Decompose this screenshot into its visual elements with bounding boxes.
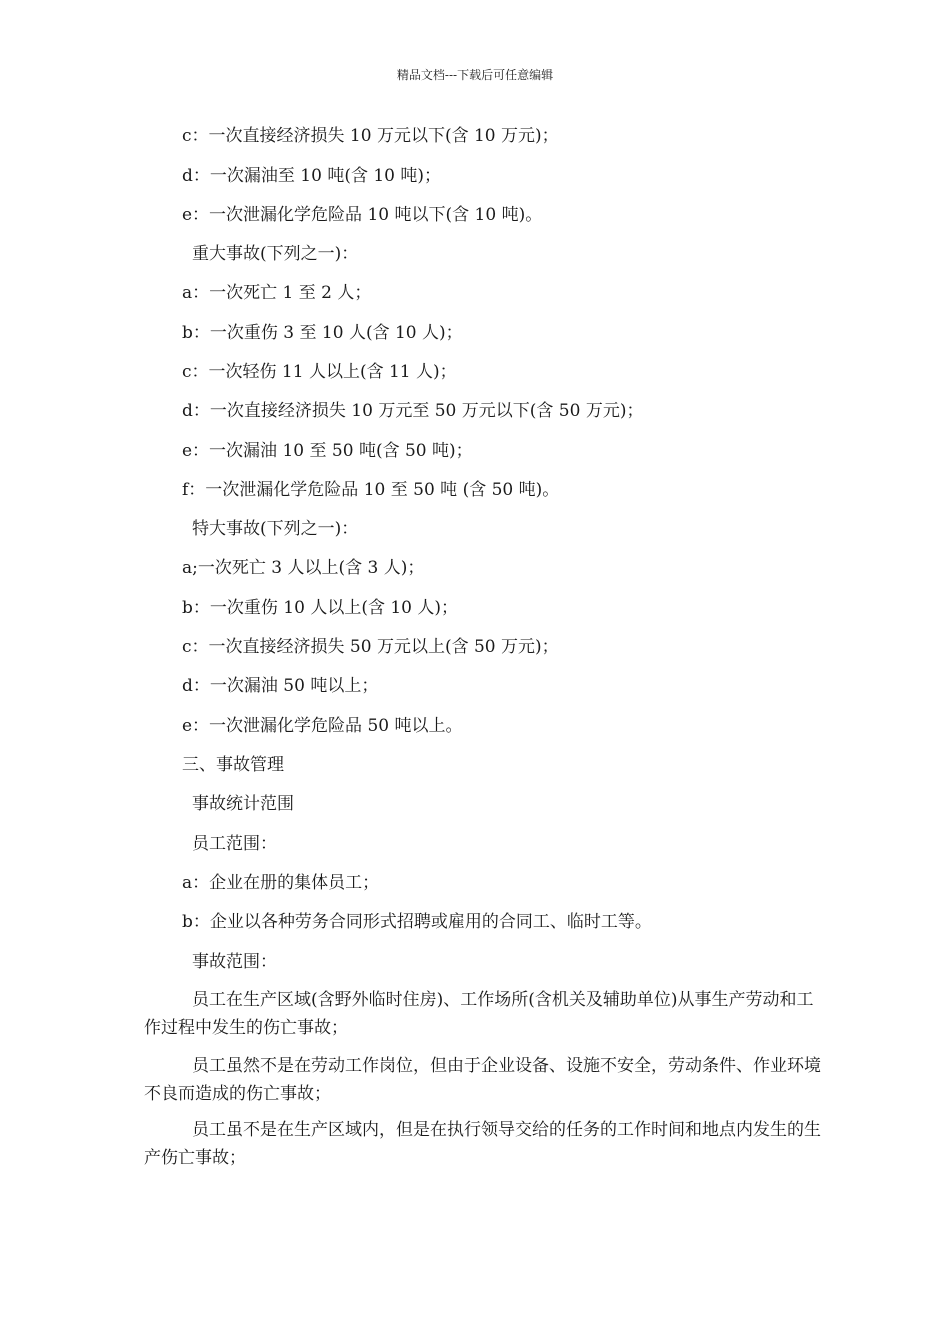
list-item: d：一次漏油 50 吨以上；	[182, 676, 379, 696]
list-item: b：一次重伤 10 人以上(含 10 人)；	[182, 598, 459, 618]
list-item: e：一次泄漏化学危险品 50 吨以上。	[182, 716, 463, 736]
section-heading: 员工范围：	[192, 834, 277, 854]
section-heading: 特大事故(下列之一)：	[192, 519, 359, 539]
paragraph: 员工在生产区域(含野外临时住房)、工作场所(含机关及辅助单位)从事生产劳动和工作过程中发生的伤亡事故；	[144, 990, 814, 1038]
list-item: a：企业在册的集体员工；	[182, 873, 380, 893]
paragraph: 员工虽然不是在劳动工作岗位，但由于企业设备、设施不安全，劳动条件、作业环境不良而造成的伤亡事故；	[144, 1056, 821, 1104]
list-item: a：一次死亡 1 至 2 人；	[182, 283, 372, 303]
list-item: e：一次泄漏化学危险品 10 吨以下(含 10 吨)。	[182, 205, 543, 225]
list-item: e：一次漏油 10 至 50 吨(含 50 吨)；	[182, 441, 473, 461]
paragraph: 员工虽不是在生产区域内，但是在执行领导交给的任务的工作时间和地点内发生的生产伤亡事故；	[144, 1120, 821, 1168]
list-item: d：一次漏油至 10 吨(含 10 吨)；	[182, 166, 442, 186]
list-item: d：一次直接经济损失 10 万元至 50 万元以下(含 50 万元)；	[182, 401, 644, 421]
list-item: a;一次死亡 3 人以上(含 3 人)；	[182, 558, 425, 578]
section-heading: 事故统计范围	[192, 794, 294, 814]
list-item: b：一次重伤 3 至 10 人(含 10 人)；	[182, 323, 463, 343]
page-header: 精品文档---下载后可任意编辑	[396, 68, 554, 82]
section-heading: 事故范围：	[192, 952, 277, 972]
list-item: c：一次轻伤 11 人以上(含 11 人)；	[182, 362, 457, 382]
list-item: f：一次泄漏化学危险品 10 至 50 吨 (含 50 吨)。	[182, 480, 560, 500]
list-item: b：企业以各种劳务合同形式招聘或雇用的合同工、临时工等。	[182, 912, 652, 932]
list-item: c：一次直接经济损失 50 万元以上(含 50 万元)；	[182, 637, 559, 657]
list-item: c：一次直接经济损失 10 万元以下(含 10 万元)；	[182, 126, 559, 146]
section-heading: 重大事故(下列之一)：	[192, 244, 359, 264]
chapter-heading: 三、事故管理	[182, 755, 284, 775]
